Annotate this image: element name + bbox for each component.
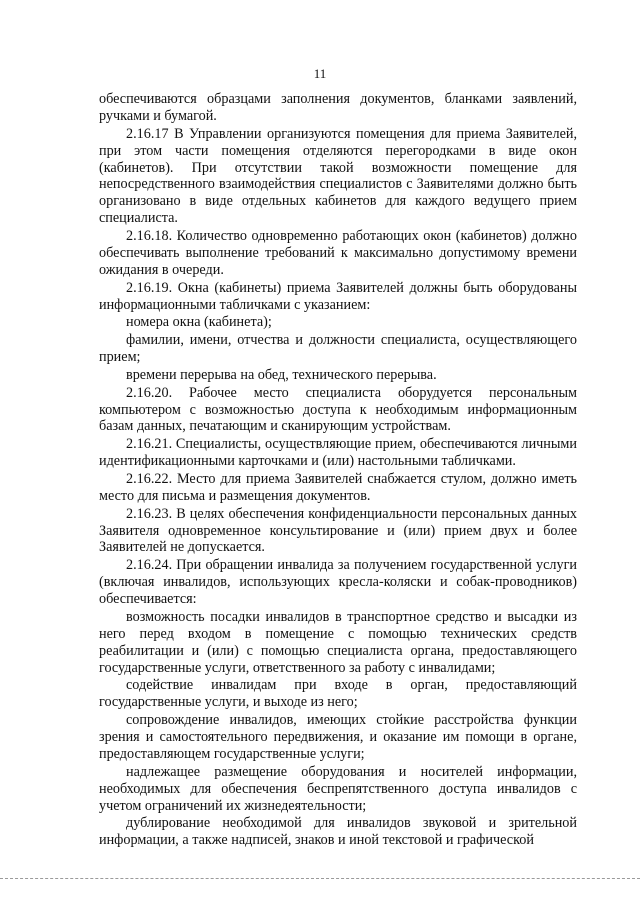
paragraph: 2.16.22. Место для приема Заявителей снабжается стулом, должно иметь место для письма и размещения документов. [99, 470, 577, 504]
paragraph: 2.16.21. Специалисты, осуществляющие прием, обеспечиваются личными идентификационными карточками и (или) настольными табличками. [99, 436, 577, 470]
paragraph: времени перерыва на обед, технического перерыва. [126, 366, 437, 383]
paragraph: 2.16.19. Окна (кабинеты) приема Заявителей должны быть оборудованы информационными табличками с указанием: [99, 279, 577, 313]
paragraph: номера окна (кабинета); [126, 314, 272, 331]
page-number: 11 [313, 66, 327, 81]
document-body [99, 91, 577, 850]
paragraph: содействие инвалидам при входе в орган, предоставляющий государственные услуги, и выходе из него; [99, 677, 577, 711]
paragraph: 2.16.23. В целях обеспечения конфиденциальности персональных данных Заявителя одновременное консультирование и (или) прием двух и более Заявителей не допускается. [99, 505, 577, 556]
paragraph: 2.16.20. Рабочее место специалиста оборудуется персональным компьютером с возможностью доступа к необходимым информационным базам данных, печатающим и сканирующим устройствам. [99, 384, 577, 435]
paragraph: 2.16.18. Количество одновременно работающих окон (кабинетов) должно обеспечивать выполнение требований к максимально допустимому времени ожидания в очереди. [99, 228, 577, 278]
paragraph: надлежащее размещение оборудования и носителей информации, необходимых для обеспечения беспрепятственного доступа инвалидов с учетом ограничений их жизнедеятельности; [99, 763, 577, 814]
paragraph: дублирование необходимой для инвалидов звуковой и зрительной информации, а также надписей, знаков и иной текстовой и графической [99, 815, 577, 849]
page-bottom-divider [0, 878, 640, 879]
paragraph: 2.16.24. При обращении инвалида за получением государственной услуги (включая инвалидов, использующих кресла-коляски и собак-проводников) обеспечивается: [99, 557, 577, 608]
paragraph: обеспечиваются образцами заполнения документов, бланками заявлений, ручками и бумагой. [99, 91, 577, 124]
paragraph: 2.16.17 В Управлении организуются помещения для приема Заявителей, при этом части помещения отделяются перегородками в виде окон (кабинетов). При отсутствии такой возможности помещение для непосредственного взаимодействия специалистов с Заявителями должно быть организовано в виде отдельных кабинетов для каждого ведущего прием специалиста. [99, 125, 577, 227]
paragraph: сопровождение инвалидов, имеющих стойкие расстройства функции зрения и самостоятельного передвижения, и оказание им помощи в органе, предоставляющем государственные услуги; [99, 712, 577, 762]
paragraph: фамилии, имени, отчества и должности специалиста, осуществляющего прием; [99, 332, 577, 366]
paragraph: возможность посадки инвалидов в транспортное средство и высадки из него перед входом в помещение с помощью технических средств реабилитации и (или) с помощью специалиста органа, предоставляющего государственные услуги, ответственного за работу с инвалидами; [99, 608, 577, 676]
